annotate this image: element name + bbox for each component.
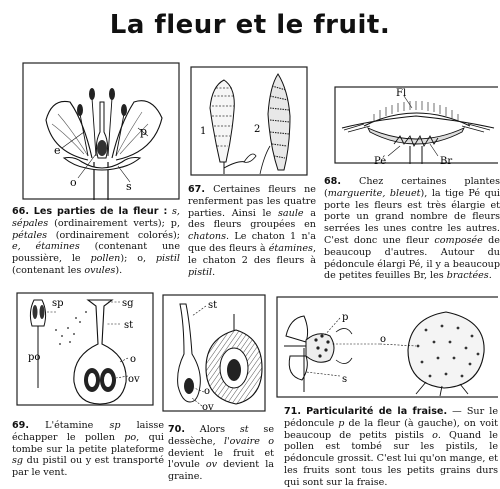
- label-s: s: [342, 374, 348, 385]
- figure-67-willow-catkins: [190, 66, 310, 178]
- label-o: o: [130, 354, 137, 365]
- figure-66-flower-parts: [22, 62, 182, 202]
- caption-68: 68. Chez certaines plantes (marguerite, bleuet), la tige Pé qui porte les fleurs est très élargie et porte un grand nombre de fleurs serrées les unes contre les autres. C'est donc une fleur composée de beaucoup d'autres. Autour du pédoncule élargi Pé, il y a beaucoup de petites feuilles Br, les bractées.: [324, 176, 500, 282]
- label-s: s: [126, 180, 132, 193]
- figure-71-strawberry: [276, 296, 498, 400]
- page-title: La fleur et le fruit.: [109, 10, 391, 40]
- label-br: Br: [440, 156, 453, 166]
- label-o: o: [380, 334, 387, 345]
- figure-70-fruit-formation: [162, 294, 268, 414]
- label-ov: ov: [202, 402, 214, 413]
- label-catkin-2: 2: [254, 124, 261, 135]
- caption-69: 69. L'étamine sp laisse échapper le pollen po, qui tombe sur la petite plateforme sg du pistil ou y est transporté par le vent.: [12, 420, 164, 479]
- label-e: e: [54, 144, 61, 157]
- label-pe: Pé: [374, 156, 387, 166]
- label-st: st: [208, 300, 218, 311]
- label-sg: sg: [122, 298, 134, 309]
- caption-67: 67. Certaines fleurs ne renferment pas les quatre parties. Ainsi le saule a des fleurs groupées en chatons. Le chaton 1 n'a que des fleurs à étamines, le chaton 2 des fleurs à pistil.: [188, 184, 316, 278]
- label-p: p: [342, 312, 349, 323]
- figure-69-pollination: [16, 292, 156, 408]
- label-p: p: [140, 125, 148, 138]
- label-o: o: [70, 176, 77, 189]
- label-fl: Fl: [396, 88, 407, 99]
- label-o: o: [204, 386, 211, 397]
- label-sp: sp: [52, 298, 64, 309]
- label-st: st: [124, 320, 134, 331]
- label-ov: ov: [128, 374, 140, 385]
- figure-68-composite-flower: [334, 86, 498, 166]
- label-catkin-1: 1: [200, 126, 207, 137]
- caption-66: 66. Les parties de la fleur : s, sépales (ordinairement verts); p, pétales (ordinairement colorés); e, étamines (contenant une poussière, le pollen); o, pistil (contenant les ovules).: [12, 206, 180, 276]
- caption-71: 71. Particularité de la fraise. — Sur le pédoncule p de la fleur (à gauche), on voit beaucoup de petits pistils o. Quand le pollen est tombé sur les pistils, le pédoncule grossit. C'est lui qu'on mange, et les fruits sont tous les petits grains durs qui sont sur la fraise.: [284, 406, 498, 488]
- caption-70: 70. Alors st se dessèche, l'ovaire o devient le fruit et l'ovule ov devient la graine.: [168, 424, 275, 483]
- label-po: po: [28, 352, 41, 363]
